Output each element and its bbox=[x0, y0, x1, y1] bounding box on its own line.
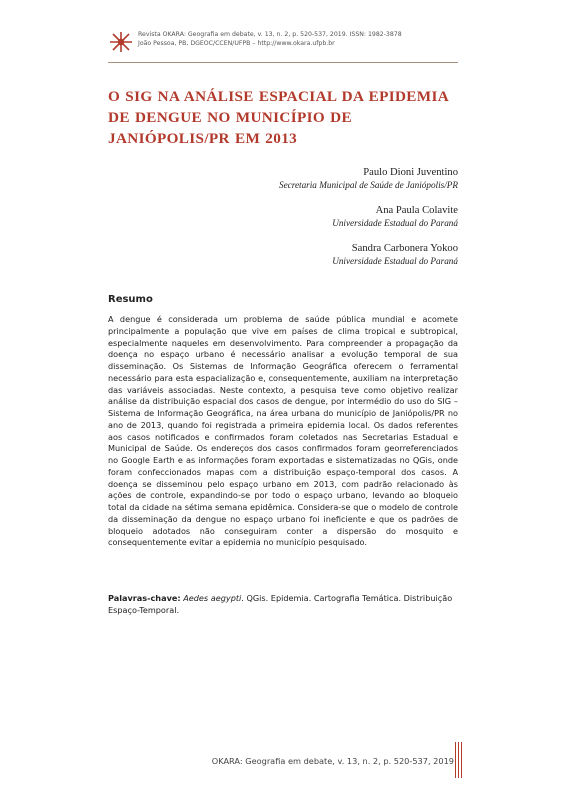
keywords-list: . QGis. Epidemia. Cartografia Temática. Distribuição Espaço-Temporal. bbox=[108, 593, 453, 615]
article-title: O SIG NA ANÁLISE ESPACIAL DA EPIDEMIA DE DENGUE NO MUNICÍPIO DE JANIÓPOLIS/PR EM 2013 bbox=[108, 88, 449, 147]
author-name: Ana Paula Colavite bbox=[375, 205, 458, 216]
abstract-text: A dengue é considerada um problema de saúde pública mundial e acomete principalmente a população que vive em países de clima tropical e subtropical, especialmente naqueles em desenvolvimento. Para compreender a propagação da doença no espaço urbano é necessário analisar a evolução temporal de sua disseminação. Os Sistemas de Informação Geográfica oferecem o ferramental necessário para esta espacialização e, consequentemente, auxiliam na interpretação das variáveis associadas. Neste contexto, a pesquisa teve como objetivo realizar análise da distribuição espacial dos casos de dengue, por intermédio do uso do SIG – Sistema de Informação Geográfica, na área urbana do município de Janiópolis/PR no ano de 2013, quando foi registrada a primeira epidemia local. Os dados referentes aos casos notificados e confirmados foram coletados nas Secretarias Estadual e Municipal de Saúde. Os endereços dos casos confirmados foram georreferenciados no Google Earth e as informações foram exportadas e sistematizadas no QGis, onde foram confeccionados mapas com a distribuição espaço-temporal dos casos. A doença se disseminou pelo espaço urbano em 2013, com padrão relacionado às ações de controle, expandindo-se por todo o espaço urbano, levando ao bloqueio total da cidade na sétima semana epidêmica. Considera-se que o modelo de controle da disseminação da dengue no espaço urbano foi ineficiente e que os padrões de bloqueio adotados não conseguiram conter a dispersão do mosquito e consequentemente evitar a epidemia no município pesquisado. bbox=[108, 314, 458, 548]
footer-citation: OKARA: Geografia em debate, v. 13, n. 2, p. 520-537, 2019 bbox=[211, 756, 454, 766]
author-list bbox=[279, 166, 458, 280]
journal-info bbox=[138, 30, 402, 48]
author-affiliation: Universidade Estadual do Paraná bbox=[332, 218, 458, 228]
footer-bars-decoration bbox=[455, 742, 465, 778]
header-divider bbox=[108, 62, 458, 63]
abstract-heading: Resumo bbox=[108, 294, 153, 305]
author-block bbox=[279, 242, 458, 267]
author-name: Sandra Carbonera Yokoo bbox=[351, 243, 458, 254]
author-block bbox=[279, 166, 458, 191]
keywords bbox=[108, 593, 458, 617]
journal-location: João Pessoa, PB, DGEOC/CCEN/UFPB – http://www.okara.ufpb.br bbox=[138, 40, 335, 47]
journal-citation: Revista OKARA: Geografia em debate, v. 13, n. 2, p. 520-537, 2019. ISSN: 1982-3878 bbox=[138, 31, 402, 38]
author-name: Paulo Dioni Juventino bbox=[363, 167, 458, 178]
journal-header bbox=[108, 26, 478, 62]
author-block bbox=[279, 204, 458, 229]
keyword-species: Aedes aegypti bbox=[183, 593, 242, 603]
okara-star-icon bbox=[108, 30, 134, 54]
author-affiliation: Universidade Estadual do Paraná bbox=[332, 256, 458, 266]
author-affiliation: Secretaria Municipal de Saúde de Janiópolis/PR bbox=[278, 180, 458, 190]
keywords-label: Palavras-chave: bbox=[108, 593, 181, 603]
